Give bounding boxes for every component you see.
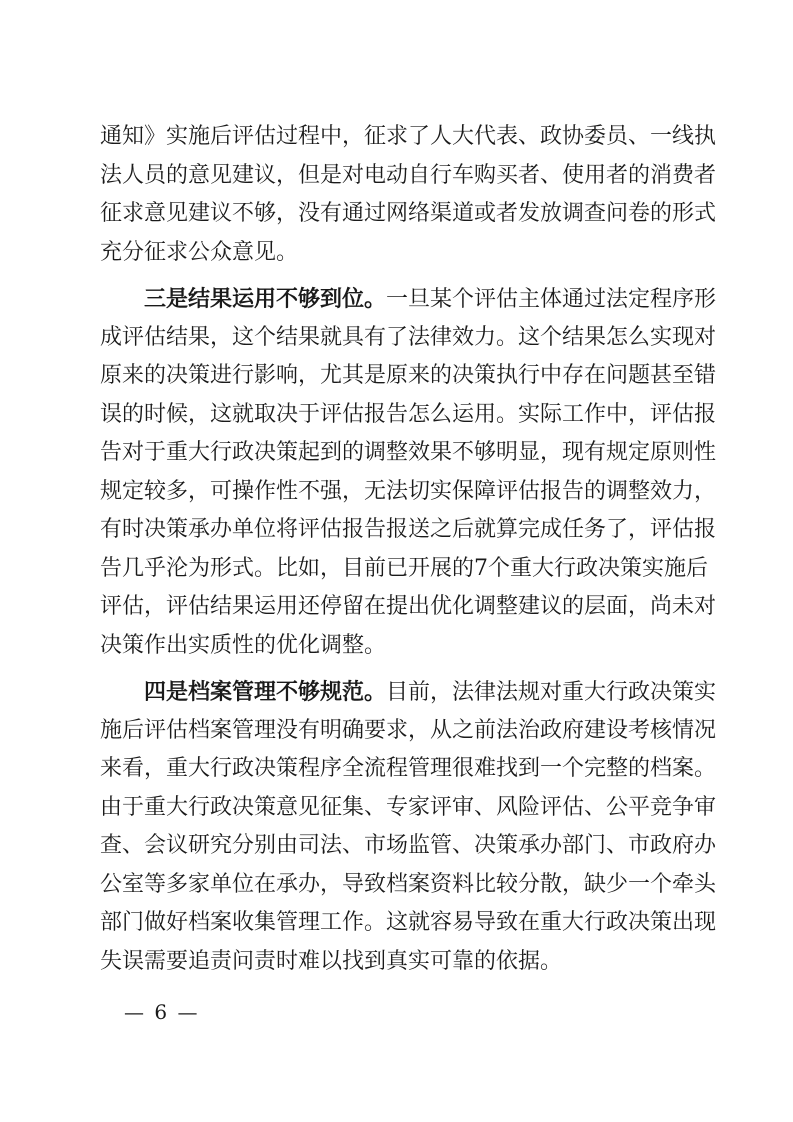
- paragraph-line: 由于重大行政决策意见征集、专家评审、风险评估、公平竞争审: [100, 794, 717, 820]
- paragraph-text: 一旦某个评估主体通过法定程序形: [386, 287, 717, 312]
- paragraph-3: [100, 673, 717, 981]
- paragraph-line: 规定较多，可操作性不强，无法切实保障评估报告的调整效力，: [100, 478, 717, 504]
- paragraph-line: 来看，重大行政决策程序全流程管理很难找到一个完整的档案。: [100, 756, 717, 781]
- paragraph-line: 部门做好档案收集管理工作。这就容易导致在重大行政决策出现: [100, 910, 717, 935]
- paragraph-line: 失误需要追责问责时难以找到真实可靠的依据。: [100, 948, 563, 974]
- paragraph-line: 告几乎沦为形式。比如，目前已开展的7个重大行政决策实施后: [100, 555, 708, 581]
- paragraph-line: 充分征求公众意见。: [100, 239, 299, 265]
- paragraph-line: 查、会议研究分别由司法、市场监管、决策承办部门、市政府办: [100, 833, 717, 858]
- paragraph-line: 通知》实施后评估过程中，征求了人大代表、政协委员、一线执: [100, 124, 717, 149]
- paragraph-line: 公室等多家单位在承办，导致档案资料比较分散，缺少一个牵头: [100, 871, 717, 897]
- paragraph-line: 误的时候，这就取决于评估报告怎么运用。实际工作中，评估报: [100, 401, 717, 427]
- paragraph-line: 评估，评估结果运用还停留在提出优化调整建议的层面，尚未对: [100, 594, 717, 619]
- document-page: [100, 118, 717, 981]
- paragraph-line: 告对于重大行政决策起到的调整效果不够明显，现有规定原则性: [100, 440, 717, 465]
- paragraph-first-line: [100, 280, 717, 319]
- paragraph-heading: 四是档案管理不够规范。: [144, 679, 387, 705]
- paragraph-heading: 三是结果运用不够到位。: [144, 286, 387, 312]
- paragraph-line: 征求意见建议不够，没有通过网络渠道或者发放调查问卷的形式: [100, 201, 717, 226]
- paragraph-line: 施后评估档案管理没有明确要求，从之前法治政府建设考核情况: [100, 717, 717, 743]
- paragraph-line: 成评估结果，这个结果就具有了法律效力。这个结果怎么实现对: [100, 324, 717, 350]
- paragraph-first-line: [100, 673, 717, 712]
- paragraph-line: 有时决策承办单位将评估报告报送之后就算完成任务了，评估报: [100, 517, 717, 542]
- paragraph-line: 原来的决策进行影响，尤其是原来的决策执行中存在问题甚至错: [100, 363, 717, 388]
- paragraph-line: 法人员的意见建议，但是对电动自行车购买者、使用者的消费者: [100, 162, 717, 188]
- paragraph-2: [100, 280, 717, 665]
- page-number: — 6 —: [124, 1000, 200, 1024]
- paragraph-1: [100, 118, 717, 272]
- paragraph-text: 目前，法律法规对重大行政决策实: [386, 680, 717, 705]
- paragraph-line: 决策作出实质性的优化调整。: [100, 632, 387, 658]
